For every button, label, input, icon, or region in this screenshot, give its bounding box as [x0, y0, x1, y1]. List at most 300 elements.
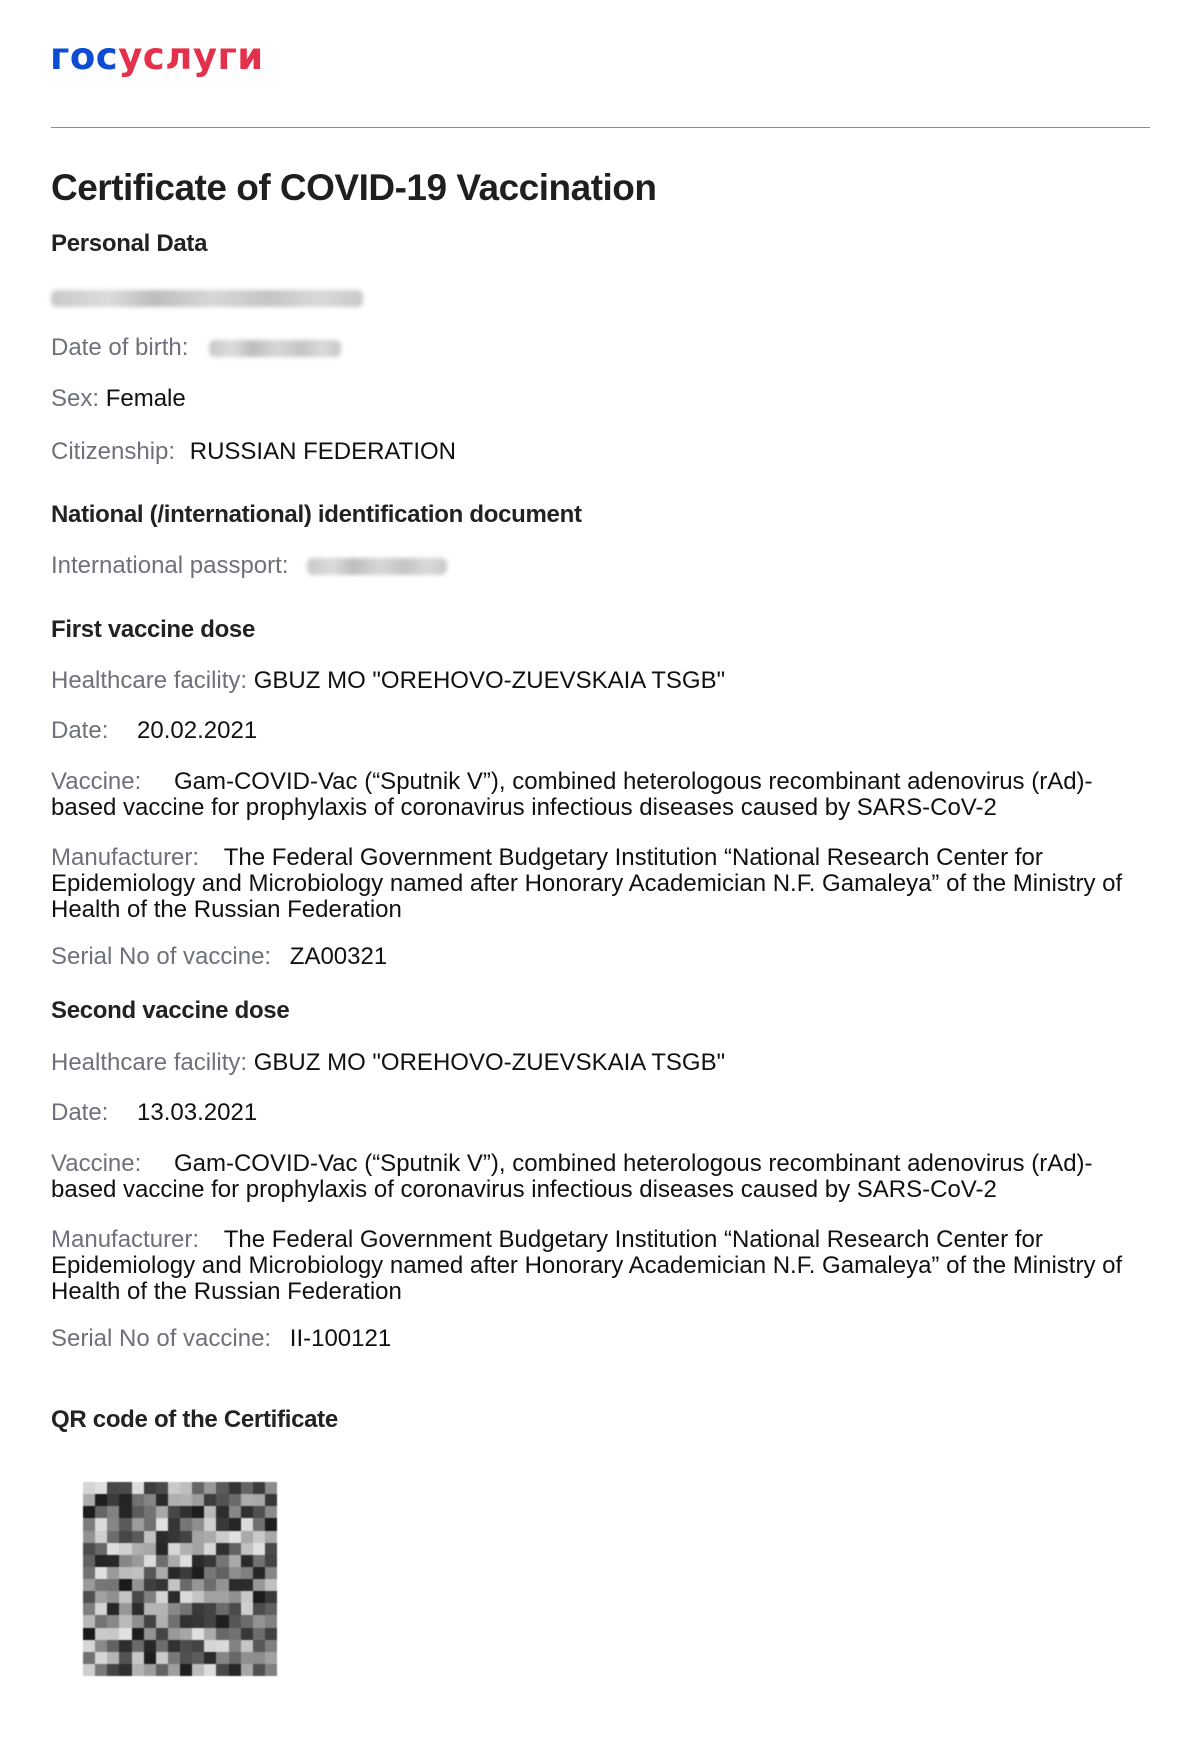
qr-pixel	[180, 1506, 192, 1518]
qr-pixel	[192, 1579, 204, 1591]
qr-pixel	[83, 1664, 95, 1676]
qr-pixel	[168, 1482, 180, 1494]
qr-pixel	[241, 1506, 253, 1518]
qr-pixel	[83, 1591, 95, 1603]
qr-pixel	[132, 1506, 144, 1518]
qr-pixel	[192, 1615, 204, 1627]
first-dose-vaccine-label: Vaccine:	[51, 768, 142, 795]
first-dose-serial-row	[51, 944, 387, 970]
qr-pixel	[253, 1555, 265, 1567]
sex-label: Sex:	[51, 385, 100, 412]
qr-pixel	[192, 1603, 204, 1615]
qr-pixel	[253, 1482, 265, 1494]
qr-pixel	[156, 1652, 168, 1664]
date-of-birth-label: Date of birth:	[51, 334, 189, 361]
qr-pixel	[216, 1615, 228, 1627]
qr-pixel	[119, 1579, 131, 1591]
qr-pixel	[216, 1579, 228, 1591]
passport-label: International passport:	[51, 552, 289, 579]
qr-pixel	[95, 1664, 107, 1676]
qr-pixel	[156, 1615, 168, 1627]
qr-pixel	[229, 1506, 241, 1518]
qr-pixel	[119, 1567, 131, 1579]
qr-pixel	[192, 1567, 204, 1579]
first-dose-serial-value: ZA00321	[289, 943, 388, 970]
qr-pixel	[168, 1652, 180, 1664]
qr-pixel	[265, 1482, 277, 1494]
qr-pixel	[216, 1555, 228, 1567]
qr-pixel	[156, 1664, 168, 1676]
qr-pixel	[265, 1664, 277, 1676]
qr-pixel	[253, 1567, 265, 1579]
second-dose-facility-label: Healthcare facility:	[51, 1049, 248, 1076]
qr-pixel	[156, 1603, 168, 1615]
qr-pixel	[168, 1603, 180, 1615]
qr-pixel	[229, 1518, 241, 1530]
citizenship-value: RUSSIAN FEDERATION	[189, 438, 456, 465]
qr-pixel	[229, 1555, 241, 1567]
qr-pixel	[95, 1652, 107, 1664]
qr-pixel	[83, 1640, 95, 1652]
qr-pixel	[265, 1518, 277, 1530]
qr-pixel	[168, 1579, 180, 1591]
qr-pixel	[83, 1603, 95, 1615]
qr-pixel	[216, 1506, 228, 1518]
qr-pixel	[180, 1482, 192, 1494]
second-dose-facility-value: GBUZ MO "OREHOVO-ZUEVSKAIA TSGB"	[253, 1049, 726, 1076]
qr-pixel	[216, 1640, 228, 1652]
qr-pixel	[168, 1664, 180, 1676]
qr-pixel	[156, 1531, 168, 1543]
qr-pixel	[119, 1628, 131, 1640]
qr-pixel	[119, 1531, 131, 1543]
qr-pixel	[253, 1494, 265, 1506]
first-dose-date-label: Date:	[51, 717, 109, 744]
qr-pixel	[241, 1591, 253, 1603]
qr-pixel	[83, 1518, 95, 1530]
qr-pixel	[265, 1531, 277, 1543]
qr-pixel	[83, 1628, 95, 1640]
qr-pixel	[156, 1579, 168, 1591]
qr-pixel	[192, 1628, 204, 1640]
qr-pixel	[95, 1567, 107, 1579]
citizenship-label: Citizenship:	[51, 438, 176, 465]
qr-pixel	[265, 1628, 277, 1640]
full-name-row	[51, 285, 363, 311]
qr-pixel	[180, 1567, 192, 1579]
first-dose-heading: First vaccine dose	[51, 616, 256, 643]
qr-pixel	[132, 1628, 144, 1640]
qr-pixel	[168, 1494, 180, 1506]
qr-pixel	[204, 1531, 216, 1543]
qr-pixel	[265, 1603, 277, 1615]
passport-redacted	[307, 558, 447, 575]
qr-pixel	[192, 1664, 204, 1676]
qr-pixel	[83, 1615, 95, 1627]
qr-pixel	[119, 1555, 131, 1567]
qr-pixel	[204, 1652, 216, 1664]
qr-pixel	[204, 1591, 216, 1603]
qr-pixel	[253, 1615, 265, 1627]
qr-pixel	[180, 1628, 192, 1640]
qr-pixel	[95, 1603, 107, 1615]
qr-pixel	[132, 1567, 144, 1579]
full-name-redacted	[51, 290, 363, 307]
qr-pixel	[241, 1543, 253, 1555]
qr-pixel	[107, 1567, 119, 1579]
qr-pixel	[156, 1506, 168, 1518]
first-dose-vaccine-row	[51, 769, 1151, 821]
qr-pixel	[180, 1603, 192, 1615]
qr-pixel	[107, 1579, 119, 1591]
first-dose-serial-label: Serial No of vaccine:	[51, 943, 272, 970]
qr-pixel	[180, 1555, 192, 1567]
qr-pixel	[95, 1579, 107, 1591]
qr-pixel	[156, 1543, 168, 1555]
qr-pixel	[95, 1531, 107, 1543]
qr-pixel	[83, 1494, 95, 1506]
qr-pixel	[265, 1652, 277, 1664]
qr-pixel	[192, 1494, 204, 1506]
qr-pixel	[132, 1555, 144, 1567]
qr-pixel	[144, 1615, 156, 1627]
qr-pixel	[192, 1543, 204, 1555]
qr-pixel	[83, 1567, 95, 1579]
qr-pixel	[156, 1482, 168, 1494]
qr-pixel	[83, 1506, 95, 1518]
qr-pixel	[107, 1518, 119, 1530]
id-document-heading: National (/international) identification document	[51, 501, 582, 528]
qr-pixel	[204, 1615, 216, 1627]
qr-pixel	[192, 1591, 204, 1603]
second-dose-vaccine-value: Gam-COVID-Vac (“Sputnik V”), combined heterologous recombinant adenovirus (rAd)-based vaccine for prophylaxis of coronavirus infectious diseases caused by SARS-CoV-2	[51, 1150, 1093, 1203]
qr-pixel	[107, 1482, 119, 1494]
page-title: Certificate of COVID-19 Vaccination	[51, 167, 657, 208]
qr-pixel	[83, 1579, 95, 1591]
qr-pixel	[95, 1506, 107, 1518]
qr-pixel	[132, 1640, 144, 1652]
qr-pixel	[216, 1628, 228, 1640]
qr-pixel	[119, 1664, 131, 1676]
second-dose-date-label: Date:	[51, 1099, 109, 1126]
qr-pixel	[119, 1543, 131, 1555]
qr-pixel	[180, 1494, 192, 1506]
qr-pixel	[229, 1652, 241, 1664]
qr-pixel	[204, 1482, 216, 1494]
qr-pixel	[144, 1543, 156, 1555]
header-divider	[51, 127, 1150, 128]
qr-pixel	[144, 1579, 156, 1591]
qr-code-image	[83, 1482, 277, 1676]
qr-pixel	[229, 1543, 241, 1555]
qr-pixel	[144, 1652, 156, 1664]
qr-pixel	[180, 1615, 192, 1627]
qr-pixel	[95, 1543, 107, 1555]
qr-pixel	[119, 1518, 131, 1530]
qr-pixel	[144, 1591, 156, 1603]
qr-pixel	[216, 1543, 228, 1555]
qr-pixel	[216, 1664, 228, 1676]
qr-pixel	[216, 1518, 228, 1530]
first-dose-manufacturer-row	[51, 845, 1151, 923]
qr-pixel	[168, 1543, 180, 1555]
qr-pixel	[229, 1628, 241, 1640]
qr-pixel	[241, 1603, 253, 1615]
qr-pixel	[107, 1652, 119, 1664]
qr-pixel	[241, 1567, 253, 1579]
qr-pixel	[241, 1652, 253, 1664]
qr-pixel	[95, 1494, 107, 1506]
qr-pixel	[204, 1628, 216, 1640]
qr-pixel	[241, 1615, 253, 1627]
qr-heading: QR code of the Certificate	[51, 1406, 338, 1433]
qr-pixel	[204, 1640, 216, 1652]
qr-pixel	[253, 1531, 265, 1543]
qr-pixel	[119, 1603, 131, 1615]
first-dose-manufacturer-label: Manufacturer:	[51, 844, 200, 871]
qr-pixel	[119, 1640, 131, 1652]
qr-pixel	[204, 1494, 216, 1506]
qr-pixel	[107, 1640, 119, 1652]
qr-pixel	[229, 1664, 241, 1676]
first-dose-manufacturer-value: The Federal Government Budgetary Institution “National Research Center for Epidemiology and Microbiology named after Honorary Academician N.F. Gamaleya” of the Ministry of Health of the Russian Federation	[51, 844, 1123, 923]
qr-pixel	[180, 1531, 192, 1543]
second-dose-serial-row	[51, 1326, 391, 1352]
qr-pixel	[241, 1518, 253, 1530]
qr-pixel	[229, 1591, 241, 1603]
qr-pixel	[253, 1664, 265, 1676]
qr-pixel	[229, 1603, 241, 1615]
qr-pixel	[132, 1664, 144, 1676]
qr-pixel	[95, 1591, 107, 1603]
qr-pixel	[265, 1615, 277, 1627]
qr-pixel	[95, 1482, 107, 1494]
qr-pixel	[119, 1652, 131, 1664]
qr-pixel	[229, 1640, 241, 1652]
qr-pixel	[204, 1664, 216, 1676]
qr-pixel	[144, 1628, 156, 1640]
qr-pixel	[107, 1543, 119, 1555]
qr-pixel	[168, 1506, 180, 1518]
qr-pixel	[107, 1531, 119, 1543]
qr-pixel	[107, 1615, 119, 1627]
qr-pixel	[265, 1543, 277, 1555]
date-of-birth-redacted	[209, 340, 341, 357]
qr-pixel	[168, 1615, 180, 1627]
first-dose-date-row	[51, 718, 257, 744]
qr-pixel	[204, 1543, 216, 1555]
qr-pixel	[253, 1579, 265, 1591]
second-dose-date-value: 13.03.2021	[137, 1099, 258, 1126]
qr-pixel	[229, 1579, 241, 1591]
qr-pixel	[119, 1591, 131, 1603]
first-dose-vaccine-value: Gam-COVID-Vac (“Sputnik V”), combined heterologous recombinant adenovirus (rAd)-based vaccine for prophylaxis of coronavirus infectious diseases caused by SARS-CoV-2	[51, 768, 1093, 821]
qr-pixel	[241, 1628, 253, 1640]
qr-pixel	[180, 1543, 192, 1555]
qr-pixel	[107, 1494, 119, 1506]
qr-pixel	[265, 1494, 277, 1506]
qr-pixel	[216, 1591, 228, 1603]
qr-pixel	[95, 1615, 107, 1627]
qr-pixel	[83, 1482, 95, 1494]
qr-pixel	[204, 1518, 216, 1530]
qr-pixel	[192, 1652, 204, 1664]
qr-pixel	[144, 1494, 156, 1506]
qr-pixel	[107, 1664, 119, 1676]
qr-pixel	[192, 1640, 204, 1652]
qr-pixel	[132, 1494, 144, 1506]
qr-pixel	[156, 1628, 168, 1640]
citizenship-row	[51, 439, 456, 465]
qr-pixel	[265, 1506, 277, 1518]
second-dose-manufacturer-row	[51, 1227, 1151, 1305]
qr-pixel	[107, 1628, 119, 1640]
qr-pixel	[265, 1567, 277, 1579]
qr-pixel	[119, 1615, 131, 1627]
qr-pixel	[192, 1531, 204, 1543]
first-dose-facility-value: GBUZ MO "OREHOVO-ZUEVSKAIA TSGB"	[253, 667, 726, 694]
qr-pixel	[229, 1482, 241, 1494]
qr-pixel	[204, 1603, 216, 1615]
qr-pixel	[132, 1531, 144, 1543]
qr-pixel	[107, 1506, 119, 1518]
qr-pixel	[168, 1531, 180, 1543]
qr-pixel	[168, 1567, 180, 1579]
qr-pixel	[180, 1591, 192, 1603]
qr-pixel	[229, 1567, 241, 1579]
qr-pixel	[83, 1555, 95, 1567]
qr-pixel	[216, 1494, 228, 1506]
qr-pixel	[253, 1603, 265, 1615]
qr-pixel	[107, 1603, 119, 1615]
logo-part-uslugi: услуги	[118, 35, 264, 78]
second-dose-vaccine-label: Vaccine:	[51, 1150, 142, 1177]
sex-row	[51, 386, 186, 412]
qr-pixel	[180, 1652, 192, 1664]
qr-pixel	[229, 1531, 241, 1543]
qr-pixel	[241, 1640, 253, 1652]
qr-pixel	[95, 1628, 107, 1640]
qr-pixel	[156, 1494, 168, 1506]
qr-pixel	[156, 1555, 168, 1567]
qr-pixel	[241, 1494, 253, 1506]
qr-pixel	[132, 1579, 144, 1591]
qr-pixel	[95, 1518, 107, 1530]
qr-pixel	[204, 1579, 216, 1591]
qr-pixel	[168, 1640, 180, 1652]
qr-pixel	[192, 1482, 204, 1494]
qr-pixel	[168, 1555, 180, 1567]
qr-pixel	[241, 1664, 253, 1676]
qr-pixel	[253, 1506, 265, 1518]
qr-pixel	[265, 1555, 277, 1567]
qr-pixel	[144, 1567, 156, 1579]
qr-pixel	[83, 1652, 95, 1664]
qr-pixel	[119, 1506, 131, 1518]
qr-pixel	[107, 1591, 119, 1603]
qr-pixel	[144, 1506, 156, 1518]
second-dose-heading: Second vaccine dose	[51, 997, 290, 1024]
passport-row	[51, 553, 447, 579]
qr-pixel	[144, 1518, 156, 1530]
qr-pixel	[216, 1652, 228, 1664]
second-dose-vaccine-row	[51, 1151, 1151, 1203]
qr-pixel	[204, 1506, 216, 1518]
qr-pixel	[180, 1579, 192, 1591]
qr-pixel	[132, 1603, 144, 1615]
qr-pixel	[253, 1640, 265, 1652]
date-of-birth-row	[51, 335, 341, 361]
qr-pixel	[144, 1603, 156, 1615]
qr-pixel	[132, 1591, 144, 1603]
qr-pixel	[132, 1518, 144, 1530]
qr-pixel	[132, 1615, 144, 1627]
qr-pixel	[156, 1567, 168, 1579]
qr-pixel	[144, 1482, 156, 1494]
qr-pixel	[144, 1640, 156, 1652]
qr-pixel	[132, 1543, 144, 1555]
qr-pixel	[241, 1555, 253, 1567]
personal-data-heading: Personal Data	[51, 230, 208, 257]
qr-pixel	[265, 1579, 277, 1591]
qr-pixel	[241, 1531, 253, 1543]
qr-pixel	[253, 1518, 265, 1530]
first-dose-facility-label: Healthcare facility:	[51, 667, 248, 694]
qr-pixel	[119, 1482, 131, 1494]
qr-pixel	[132, 1482, 144, 1494]
qr-pixel	[119, 1494, 131, 1506]
qr-pixel	[265, 1640, 277, 1652]
logo-part-gos: гос	[50, 35, 119, 78]
qr-pixel	[180, 1640, 192, 1652]
qr-pixel	[156, 1591, 168, 1603]
qr-pixel	[156, 1518, 168, 1530]
qr-pixel	[192, 1506, 204, 1518]
qr-pixel	[83, 1543, 95, 1555]
first-dose-date-value: 20.02.2021	[137, 717, 258, 744]
qr-pixel	[204, 1567, 216, 1579]
qr-pixel	[216, 1567, 228, 1579]
first-dose-facility-row	[51, 668, 725, 694]
qr-pixel	[168, 1628, 180, 1640]
qr-pixel	[229, 1494, 241, 1506]
sex-value: Female	[105, 385, 186, 412]
qr-pixel	[144, 1531, 156, 1543]
second-dose-facility-row	[51, 1050, 725, 1076]
second-dose-serial-label: Serial No of vaccine:	[51, 1325, 272, 1352]
qr-pixel	[192, 1555, 204, 1567]
qr-pixel	[253, 1628, 265, 1640]
qr-pixel	[216, 1531, 228, 1543]
qr-pixel	[132, 1652, 144, 1664]
qr-pixel	[265, 1591, 277, 1603]
qr-pixel	[216, 1603, 228, 1615]
qr-pixel	[241, 1482, 253, 1494]
qr-pixel	[229, 1615, 241, 1627]
gosuslugi-logo	[50, 35, 264, 78]
qr-pixel	[253, 1652, 265, 1664]
second-dose-serial-value: II-100121	[289, 1325, 392, 1352]
qr-pixel	[144, 1555, 156, 1567]
qr-pixel	[241, 1579, 253, 1591]
qr-pixel	[192, 1518, 204, 1530]
qr-pixel	[253, 1591, 265, 1603]
qr-pixel	[168, 1518, 180, 1530]
qr-pixel	[168, 1591, 180, 1603]
qr-pixel	[83, 1531, 95, 1543]
qr-pixel	[95, 1640, 107, 1652]
qr-pixel	[107, 1555, 119, 1567]
